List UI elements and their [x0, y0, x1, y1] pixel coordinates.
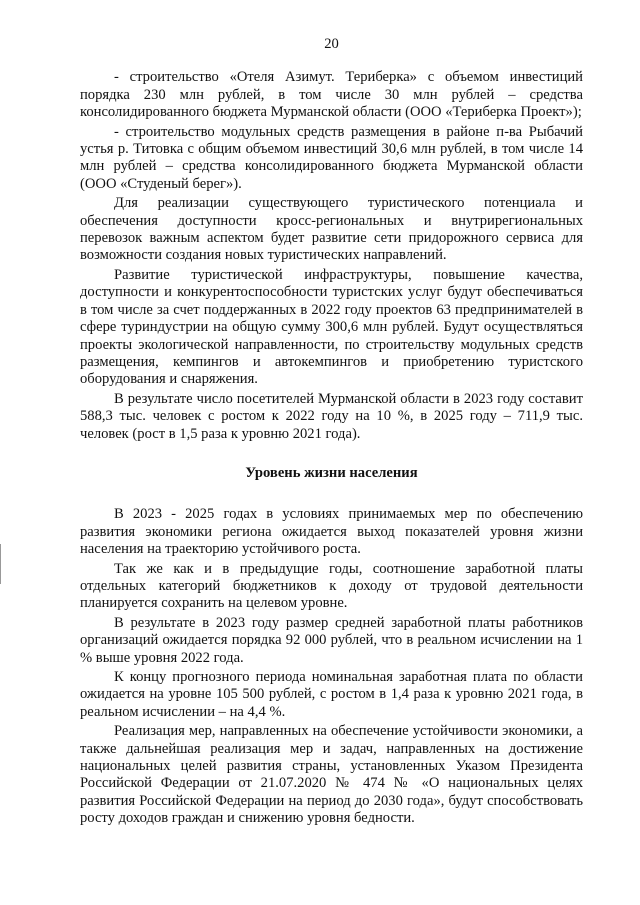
document-page [80, 36, 583, 828]
paragraph-visitors-forecast: В результате число посетителей Мурманской области в 2023 году составит 588,3 тыс. человек с ростом к 2022 году на 10 %, в 2025 году – 711,9 тыс. человек (рост в 1,5 раза к уровню 2021 года). [80, 390, 583, 442]
page-number: 20 [324, 36, 339, 52]
paragraph-average-salary-2023: В результате в 2023 году размер средней заработной платы работников организаций ожидается порядка 92 000 рублей, что в реальном исчислении на 1 % выше уровня 2022 года. [80, 614, 583, 666]
scan-edge-mark [0, 544, 1, 584]
paragraph-hotel-azimut: - строительство «Отеля Азимут. Териберка» с объемом инвестиций порядка 230 млн рублей, в том числе 30 млн рублей – средства консолидированного бюджета Мурманской области (ООО «Териберка Проект»); [80, 69, 583, 121]
paragraph-modular-accommodation: - строительство модульных средств размещения в районе п-ва Рыбачий устья р. Титовка с общим объемом инвестиций 30,6 млн рублей, в том числе 14 млн рублей – средства консолидированного бюджета Мурманской области (ООО «Студеный берег»). [80, 123, 583, 192]
paragraph-nominal-salary-forecast: К концу прогнозного периода номинальная заработная плата по области ожидается на уровне 105 500 рублей, с ростом в 1,4 раза к уровню 2021 года, в реальном исчислении – на 4,4 %. [80, 669, 583, 720]
paragraph-salary-ratio: Так же как и в предыдущие годы, соотношение заработной платы отдельных категорий бюджетников к доходу от трудовой деятельности планируется сохранить на целевом уровне. [80, 560, 583, 612]
paragraph-tourism-infrastructure: Развитие туристической инфраструктуры, повышение качества, доступности и конкурентоспособности туристских услуг будут обеспечиваться в том числе за счет поддержанных в 2022 году проектов 63 предпринимателей в сфере туриндустрии на общую сумму 300,6 млн рублей. Будут осуществляться проекты экологической направленности, по строительству модульных средств размещения, кемпингов и автокемпингов и приобретению туристского оборудования и снаряжения. [80, 266, 583, 388]
paragraph-living-standards: В 2023 - 2025 годах в условиях принимаемых мер по обеспечению развития экономики региона ожидается выход показателей уровня жизни населения на траекторию устойчивого роста. [80, 506, 583, 558]
paragraph-national-goals: Реализация мер, направленных на обеспечение устойчивости экономики, а также дальнейшая реализация мер и задач, направленных на достижение национальных целей развития страны, установленных Указом Президента Российской Федерации от 21.07.2020 № 474 № «О национальных целях развития Российской Федерации на период до 2030 года», будут способствовать росту доходов граждан и снижению уровня бедности. [80, 723, 583, 827]
section-heading: Уровень жизни населения [245, 464, 418, 481]
paragraph-roadside-service: Для реализации существующего туристического потенциала и обеспечения доступности кросс-региональных и внутрирегиональных перевозок важным аспектом будет развитие сети придорожного сервиса для возможности создания новых туристических направлений. [80, 195, 583, 264]
